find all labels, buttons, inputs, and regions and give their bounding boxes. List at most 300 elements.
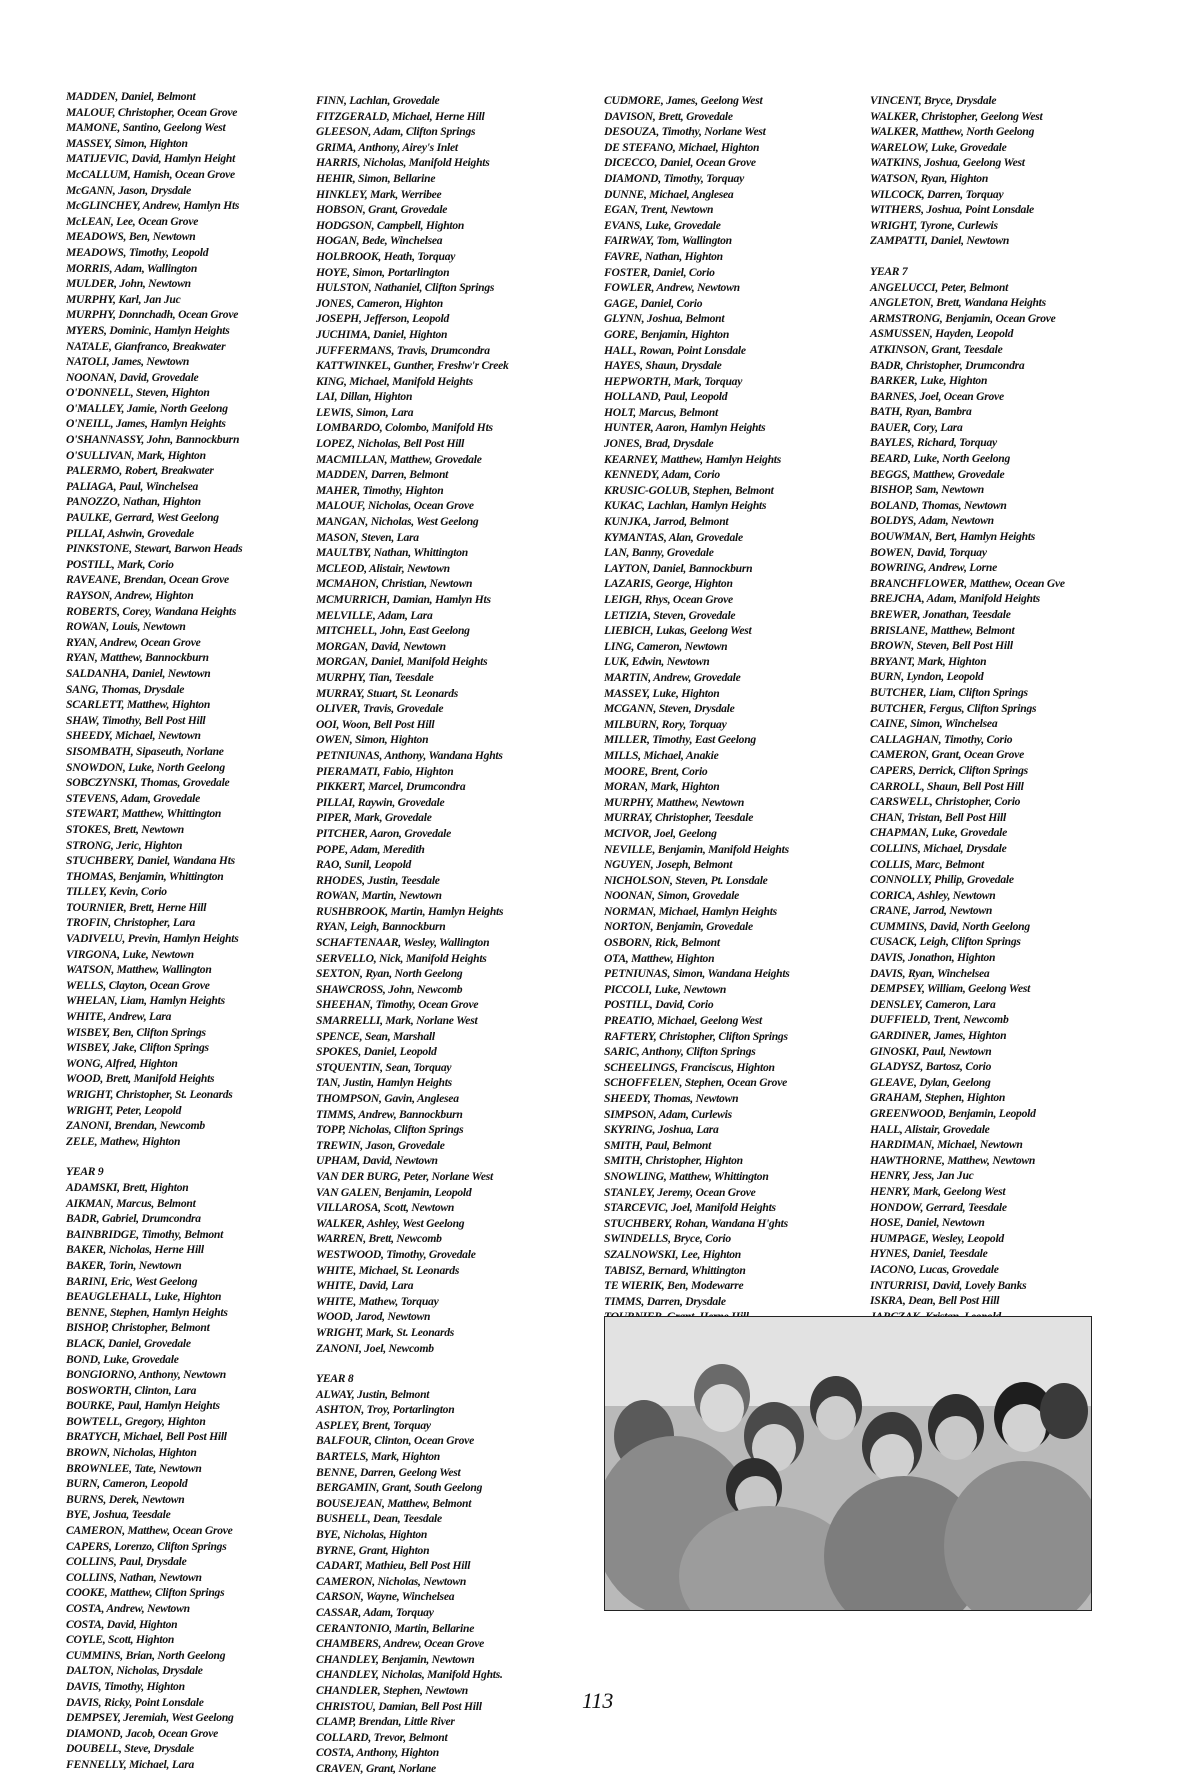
student-entry: MASSEY, Luke, Highton: [604, 686, 720, 700]
student-entry: ASMUSSEN, Hayden, Leopold: [870, 327, 1014, 341]
student-entry: GREENWOOD, Benjamin, Leopold: [870, 1107, 1036, 1120]
student-entry: SKYRING, Joshua, Lara: [604, 1123, 719, 1137]
student-entry: MURRAY, Stuart, St. Leonards: [316, 686, 459, 700]
student-entry: CARROLL, Shaun, Bell Post Hill: [870, 779, 1024, 793]
student-entry: CERANTONIO, Martin, Bellarine: [316, 1621, 475, 1635]
student-entry: CAMERON, Matthew, Ocean Grove: [66, 1524, 233, 1538]
student-entry: WISBEY, Jake, Clifton Springs: [66, 1041, 209, 1055]
student-entry: HENRY, Mark, Geelong West: [870, 1184, 1006, 1198]
student-entry: CORICA, Ashley, Newtown: [870, 888, 996, 902]
student-entry: GLYNN, Joshua, Belmont: [604, 312, 725, 326]
student-entry: RYAN, Andrew, Ocean Grove: [66, 635, 201, 649]
student-entry: CAMERON, Grant, Ocean Grove: [870, 748, 1024, 762]
student-entry: EVANS, Luke, Grovedale: [604, 218, 721, 232]
student-entry: FAIRWAY, Tom, Wallington: [604, 234, 732, 248]
student-entry: LOPEZ, Nicholas, Bell Post Hill: [316, 437, 465, 451]
student-entry: ANGLETON, Brett, Wandana Heights: [870, 296, 1046, 310]
student-entry: LETIZIA, Steven, Grovedale: [604, 608, 736, 622]
student-entry: RAO, Sunil, Leopold: [316, 858, 412, 872]
student-entry: SARIC, Anthony, Clifton Springs: [604, 1045, 756, 1059]
student-entry: CUDMORE, James, Geelong West: [604, 94, 763, 107]
student-entry: LEWIS, Simon, Lara: [316, 405, 414, 419]
student-entry: CAINE, Simon, Winchelsea: [870, 717, 998, 731]
group-photo-students: [604, 1316, 1092, 1611]
student-entry: IACONO, Lucas, Grovedale: [870, 1262, 999, 1276]
student-entry: WHELAN, Liam, Hamlyn Heights: [66, 994, 225, 1008]
student-entry: TOPP, Nicholas, Clifton Springs: [316, 1123, 464, 1137]
student-entry: RAFTERY, Christopher, Clifton Springs: [604, 1029, 788, 1043]
student-entry: DAVIS, Ryan, Winchelsea: [870, 966, 990, 980]
student-entry: BYE, Joshua, Teesdale: [66, 1508, 171, 1522]
student-entry: BURN, Lyndon, Leopold: [870, 670, 984, 684]
student-entry: TROFIN, Christopher, Lara: [66, 916, 196, 930]
student-entry: JUCHIMA, Daniel, Highton: [316, 327, 448, 341]
student-entry: BEGGS, Matthew, Grovedale: [870, 467, 1005, 481]
student-entry: DIAMOND, Jacob, Ocean Grove: [66, 1726, 219, 1740]
student-entry: SNOWDON, Luke, North Geelong: [66, 760, 225, 774]
student-entry: CADART, Mathieu, Bell Post Hill: [316, 1559, 471, 1573]
student-entry: BATH, Ryan, Bambra: [870, 405, 972, 419]
student-entry: BLACK, Daniel, Grovedale: [66, 1336, 191, 1350]
student-entry: ALWAY, Justin, Belmont: [316, 1387, 430, 1401]
student-entry: PANOZZO, Nathan, Highton: [66, 495, 201, 509]
student-entry: BUSHELL, Dean, Teesdale: [316, 1512, 442, 1526]
student-entry: MATIJEVIC, David, Hamlyn Height: [66, 152, 236, 166]
student-entry: VILLAROSA, Scott, Newtown: [316, 1201, 455, 1215]
student-entry: SZALNOWSKI, Lee, Highton: [604, 1247, 742, 1261]
student-entry: TILLEY, Kevin, Corio: [66, 885, 167, 899]
student-entry: DUFFIELD, Trent, Newcomb: [870, 1013, 1009, 1027]
student-entry: BOURKE, Paul, Hamlyn Heights: [66, 1399, 220, 1413]
student-entry: SEXTON, Ryan, North Geelong: [316, 967, 463, 981]
student-entry: SHEEDY, Michael, Newtown: [66, 729, 201, 743]
student-entry: CUSACK, Leigh, Clifton Springs: [870, 935, 1021, 949]
student-entry: CHANDLER, Stephen, Newtown: [316, 1683, 468, 1697]
student-entry: GORE, Benjamin, Highton: [604, 327, 730, 341]
student-entry: BOLDYS, Adam, Newtown: [870, 514, 994, 528]
student-list-column-3: [604, 93, 790, 1387]
student-entry: BARINI, Eric, West Geelong: [66, 1274, 198, 1288]
student-entry: BISHOP, Christopher, Belmont: [66, 1321, 210, 1335]
student-entry: MURPHY, Matthew, Newtown: [604, 795, 745, 809]
student-entry: POSTILL, Mark, Corio: [66, 557, 174, 571]
student-entry: STUCHBERY, Daniel, Wandana Hts: [66, 854, 235, 868]
student-entry: BADR, Christopher, Drumcondra: [870, 358, 1025, 372]
student-entry: MCIVOR, Joel, Geelong: [604, 826, 717, 840]
student-entry: CHANDLEY, Benjamin, Newtown: [316, 1652, 475, 1666]
student-entry: WATSON, Matthew, Wallington: [66, 963, 212, 977]
student-entry: WITHERS, Joshua, Point Lonsdale: [870, 203, 1034, 217]
student-entry: TIMMS, Andrew, Bannockburn: [316, 1107, 463, 1121]
student-entry: BROWN, Steven, Bell Post Hill: [870, 639, 1013, 653]
student-entry: O'MALLEY, Jamie, North Geelong: [66, 401, 228, 415]
student-entry: BOWEN, David, Torquay: [870, 545, 987, 559]
student-entry: MAMONE, Santino, Geelong West: [66, 121, 226, 135]
student-entry: NORMAN, Michael, Hamlyn Heights: [604, 904, 777, 918]
student-entry: SMITH, Paul, Belmont: [604, 1138, 712, 1152]
student-entry: BERGAMIN, Grant, South Geelong: [316, 1481, 483, 1495]
student-entry: ZELE, Mathew, Highton: [66, 1134, 181, 1148]
student-entry: BAKER, Torin, Newtown: [66, 1258, 182, 1272]
student-entry: SWINDELLS, Bryce, Corio: [604, 1232, 731, 1246]
student-entry: WHITE, Mathew, Torquay: [316, 1294, 439, 1308]
student-entry: KYMANTAS, Alan, Grovedale: [604, 530, 743, 544]
student-entry: BARKER, Luke, Highton: [870, 374, 988, 388]
student-entry: WATKINS, Joshua, Geelong West: [870, 156, 1025, 170]
student-entry: LAI, Dillan, Highton: [316, 390, 413, 404]
student-entry: CHAMBERS, Andrew, Ocean Grove: [316, 1637, 485, 1651]
student-entry: GAGE, Daniel, Corio: [604, 296, 703, 310]
student-entry: HOLT, Marcus, Belmont: [604, 405, 718, 419]
student-list-column-4: [870, 93, 1105, 1371]
student-entry: HOLLAND, Paul, Leopold: [604, 390, 728, 404]
student-entry: CAPERS, Derrick, Clifton Springs: [870, 763, 1028, 777]
student-entry: STEWART, Matthew, Whittington: [66, 807, 222, 821]
student-entry: RAYSON, Andrew, Highton: [66, 589, 194, 602]
student-entry: ATKINSON, Grant, Teesdale: [870, 342, 1003, 356]
student-entry: JONES, Brad, Drysdale: [604, 437, 714, 451]
student-entry: SHAW, Timothy, Bell Post Hill: [66, 713, 206, 727]
student-list-column-2: [316, 93, 509, 1777]
student-entry: HODGSON, Campbell, Highton: [316, 218, 465, 232]
student-entry: STQUENTIN, Sean, Torquay: [316, 1060, 452, 1074]
student-entry: CARSON, Wayne, Winchelsea: [316, 1590, 455, 1604]
student-entry: CHAN, Tristan, Bell Post Hill: [870, 810, 1006, 824]
student-list-column-1: [66, 89, 242, 1773]
student-entry: BOUSEJEAN, Matthew, Belmont: [316, 1496, 472, 1510]
student-entry: GINOSKI, Paul, Newtown: [870, 1044, 992, 1058]
student-entry: PILLAI, Ashwin, Grovedale: [66, 526, 194, 540]
student-entry: NOONAN, David, Grovedale: [66, 370, 199, 384]
student-entry: DE STEFANO, Michael, Highton: [604, 140, 760, 154]
student-entry: BARTELS, Mark, Highton: [316, 1450, 441, 1464]
student-entry: SANG, Thomas, Drysdale: [66, 682, 185, 696]
student-entry: MEADOWS, Ben, Newtown: [66, 230, 196, 244]
student-entry: RHODES, Justin, Teesdale: [316, 873, 440, 887]
student-entry: HARRIS, Nicholas, Manifold Heights: [316, 156, 490, 170]
student-entry: BYRNE, Grant, Highton: [316, 1543, 430, 1557]
student-entry: DEMPSEY, William, Geelong West: [870, 982, 1031, 996]
student-entry: BONGIORNO, Anthony, Newtown: [66, 1368, 226, 1382]
student-entry: WESTWOOD, Timothy, Grovedale: [316, 1247, 476, 1261]
student-entry: HUMPAGE, Wesley, Leopold: [870, 1231, 1004, 1245]
student-entry: CALLAGHAN, Timothy, Corio: [870, 732, 1013, 746]
student-entry: MASON, Steven, Lara: [316, 530, 419, 544]
student-entry: KING, Michael, Manifold Heights: [316, 374, 473, 388]
student-entry: TAN, Justin, Hamlyn Heights: [316, 1076, 452, 1090]
student-entry: SMITH, Christopher, Highton: [604, 1154, 743, 1168]
student-entry: WELLS, Clayton, Ocean Grove: [66, 978, 210, 992]
student-entry: KUKAC, Lachlan, Hamlyn Heights: [604, 499, 767, 513]
student-entry: BYE, Nicholas, Highton: [316, 1528, 428, 1542]
student-entry: NGUYEN, Joseph, Belmont: [604, 858, 733, 872]
student-entry: MAHER, Timothy, Highton: [316, 483, 444, 497]
student-entry: WHITE, Michael, St. Leonards: [316, 1263, 460, 1277]
student-entry: MITCHELL, John, East Geelong: [316, 624, 470, 638]
student-entry: STARCEVIC, Joel, Manifold Heights: [604, 1201, 776, 1215]
year-heading: YEAR 7: [870, 264, 908, 278]
student-entry: MORGAN, Daniel, Manifold Heights: [316, 655, 488, 669]
student-entry: STOKES, Brett, Newtown: [66, 822, 184, 836]
student-entry: BROWNLEE, Tate, Newtown: [66, 1461, 202, 1475]
student-entry: THOMPSON, Gavin, Anglesea: [316, 1092, 459, 1105]
student-entry: ZANONI, Joel, Newcomb: [316, 1341, 434, 1355]
student-entry: BENNE, Darren, Geelong West: [316, 1465, 461, 1479]
student-entry: MANGAN, Nicholas, West Geelong: [316, 515, 479, 529]
student-entry: BROWN, Nicholas, Highton: [66, 1446, 197, 1460]
student-entry: AIKMAN, Marcus, Belmont: [66, 1196, 196, 1210]
student-entry: KEARNEY, Matthew, Hamlyn Heights: [604, 452, 782, 466]
student-entry: CUMMINS, Brian, North Geelong: [66, 1648, 226, 1662]
student-entry: CARSWELL, Christopher, Corio: [870, 795, 1021, 809]
student-entry: SIMPSON, Adam, Curlewis: [604, 1107, 732, 1121]
student-entry: CAPERS, Lorenzo, Clifton Springs: [66, 1539, 227, 1553]
student-entry: CHRISTOU, Damian, Bell Post Hill: [316, 1699, 482, 1713]
student-entry: PINKSTONE, Stewart, Barwon Heads: [66, 542, 243, 556]
student-entry: DICECCO, Daniel, Ocean Grove: [604, 156, 756, 170]
student-entry: CASSAR, Adam, Torquay: [316, 1606, 434, 1619]
student-entry: CAMERON, Nicholas, Newtown: [316, 1574, 467, 1588]
student-entry: WARREN, Brett, Newcomb: [316, 1232, 442, 1246]
student-entry: BURN, Cameron, Leopold: [66, 1477, 188, 1491]
student-entry: MOORE, Brent, Corio: [604, 764, 708, 778]
student-entry: ZANONI, Brendan, Newcomb: [66, 1119, 205, 1133]
student-entry: FAVRE, Nathan, Highton: [604, 249, 723, 263]
student-entry: CUMMINS, David, North Geelong: [870, 919, 1030, 933]
student-entry: JUFFERMANS, Travis, Drumcondra: [316, 343, 490, 357]
student-entry: MARTIN, Andrew, Grovedale: [604, 670, 741, 684]
student-entry: SCHEELINGS, Franciscus, Highton: [604, 1060, 775, 1074]
student-entry: COOKE, Matthew, Clifton Springs: [66, 1586, 225, 1600]
student-entry: PALIAGA, Paul, Winchelsea: [66, 479, 199, 493]
student-entry: COLLINS, Michael, Drysdale: [870, 841, 1007, 855]
student-entry: KRUSIC-GOLUB, Stephen, Belmont: [604, 483, 774, 497]
student-entry: BOUWMAN, Bert, Hamlyn Heights: [870, 530, 1036, 544]
student-entry: BAYLES, Richard, Torquay: [870, 436, 997, 450]
student-entry: EGAN, Trent, Newtown: [604, 203, 714, 217]
student-entry: LING, Cameron, Newtown: [604, 639, 728, 653]
student-entry: BISHOP, Sam, Newtown: [870, 483, 984, 497]
student-entry: FOWLER, Andrew, Newtown: [604, 281, 740, 295]
student-entry: BOWRING, Andrew, Lorne: [870, 561, 997, 575]
student-entry: HARDIMAN, Michael, Newtown: [870, 1138, 1023, 1152]
student-entry: MACMILLAN, Matthew, Grovedale: [316, 452, 482, 466]
student-entry: SPENCE, Sean, Marshall: [316, 1029, 435, 1043]
student-entry: COLLINS, Paul, Drysdale: [66, 1555, 187, 1569]
student-entry: KENNEDY, Adam, Corio: [604, 468, 720, 482]
student-entry: FOSTER, Daniel, Corio: [604, 265, 715, 279]
student-entry: BRATYCH, Michael, Bell Post Hill: [66, 1430, 227, 1444]
student-entry: DIAMOND, Timothy, Torquay: [604, 171, 744, 185]
student-entry: TREWIN, Jason, Grovedale: [316, 1138, 445, 1152]
student-entry: ZAMPATTI, Daniel, Newtown: [870, 234, 1010, 248]
student-entry: DESOUZA, Timothy, Norlane West: [604, 125, 766, 139]
student-entry: SHEEDY, Thomas, Newtown: [604, 1092, 739, 1105]
student-entry: MADDEN, Daniel, Belmont: [66, 90, 196, 103]
student-entry: FITZGERALD, Michael, Herne Hill: [316, 109, 485, 123]
student-entry: DEMPSEY, Jeremiah, West Geelong: [66, 1711, 234, 1725]
student-entry: ISKRA, Dean, Bell Post Hill: [870, 1294, 1000, 1308]
student-entry: VAN DER BURG, Peter, Norlane West: [316, 1169, 493, 1183]
student-entry: MCMAHON, Christian, Newtown: [316, 577, 473, 591]
student-entry: VINCENT, Bryce, Drysdale: [870, 94, 997, 107]
student-entry: WOOD, Brett, Manifold Heights: [66, 1072, 215, 1086]
student-entry: WISBEY, Ben, Clifton Springs: [66, 1025, 206, 1039]
student-entry: ADAMSKI, Brett, Highton: [66, 1180, 189, 1194]
student-entry: DAVIS, Jonathon, Highton: [870, 951, 996, 965]
student-entry: PICCOLI, Luke, Newtown: [604, 982, 727, 996]
student-entry: DAVIS, Timothy, Highton: [66, 1679, 185, 1693]
student-entry: ANGELUCCI, Peter, Belmont: [870, 280, 1009, 294]
student-entry: DUNNE, Michael, Anglesea: [604, 187, 734, 201]
student-entry: BRANCHFLOWER, Matthew, Ocean Gve: [870, 576, 1065, 590]
student-entry: FENNELLY, Michael, Lara: [66, 1757, 195, 1771]
student-entry: PALERMO, Robert, Breakwater: [66, 464, 214, 478]
student-entry: HOSE, Daniel, Newtown: [870, 1216, 985, 1230]
student-entry: GRIMA, Anthony, Airey's Inlet: [316, 140, 458, 154]
student-entry: HENRY, Jess, Jan Juc: [870, 1169, 974, 1183]
student-entry: SHAWCROSS, John, Newcomb: [316, 982, 463, 996]
student-entry: O'SHANNASSY, John, Bannockburn: [66, 433, 240, 447]
student-entry: BRISLANE, Matthew, Belmont: [870, 623, 1015, 637]
student-entry: COLLIS, Marc, Belmont: [870, 857, 984, 871]
student-entry: O'NEILL, James, Hamlyn Heights: [66, 417, 226, 431]
student-entry: NEVILLE, Benjamin, Manifold Heights: [604, 842, 789, 856]
student-entry: CRAVEN, Grant, Norlane: [316, 1761, 436, 1775]
student-entry: MAULTBY, Nathan, Whittington: [316, 546, 468, 560]
student-entry: TABISZ, Bernard, Whittington: [604, 1263, 746, 1277]
student-entry: PIERAMATI, Fabio, Highton: [316, 764, 454, 778]
student-entry: HAWTHORNE, Matthew, Newtown: [870, 1153, 1036, 1167]
student-entry: CONNOLLY, Philip, Grovedale: [870, 873, 1014, 887]
student-entry: WRIGHT, Christopher, St. Leonards: [66, 1088, 233, 1101]
student-entry: MURPHY, Karl, Jan Juc: [66, 292, 181, 306]
student-entry: CHAPMAN, Luke, Grovedale: [870, 826, 1007, 840]
student-entry: WALKER, Matthew, North Geelong: [870, 125, 1035, 139]
student-entry: BREWER, Jonathan, Teesdale: [870, 608, 1011, 621]
student-entry: POSTILL, David, Corio: [604, 998, 714, 1012]
student-entry: McGANN, Jason, Drysdale: [66, 183, 192, 197]
student-entry: WHITE, Andrew, Lara: [66, 1010, 172, 1024]
student-entry: KUNJKA, Jarrod, Belmont: [604, 515, 729, 529]
student-entry: BOLAND, Thomas, Newtown: [870, 498, 1007, 512]
student-entry: JOSEPH, Jefferson, Leopold: [316, 312, 450, 326]
student-entry: MALOUF, Christopher, Ocean Grove: [66, 105, 238, 119]
student-entry: COSTA, David, Highton: [66, 1617, 178, 1631]
student-entry: COLLINS, Nathan, Newtown: [66, 1570, 202, 1584]
student-entry: HAYES, Shaun, Drysdale: [604, 359, 722, 373]
page-number: 113: [582, 1688, 614, 1713]
student-entry: ROWAN, Martin, Newtown: [316, 889, 442, 903]
student-entry: BUTCHER, Fergus, Clifton Springs: [870, 701, 1037, 715]
student-entry: MORGAN, David, Newtown: [316, 639, 446, 653]
student-entry: MURRAY, Christopher, Teesdale: [604, 811, 754, 825]
student-entry: MORRIS, Adam, Wallington: [66, 261, 198, 275]
student-entry: HYNES, Daniel, Teesdale: [870, 1247, 988, 1261]
student-entry: THOMAS, Benjamin, Whittington: [66, 869, 224, 883]
student-entry: WILCOCK, Darren, Torquay: [870, 187, 1004, 201]
student-entry: HEPWORTH, Mark, Torquay: [604, 374, 743, 388]
student-entry: SPOKES, Daniel, Leopold: [316, 1045, 437, 1059]
student-entry: OTA, Matthew, Highton: [604, 951, 715, 965]
student-entry: HOBSON, Grant, Grovedale: [316, 203, 448, 217]
student-entry: DALTON, Nicholas, Drysdale: [66, 1664, 203, 1678]
student-entry: BOWTELL, Gregory, Highton: [66, 1414, 206, 1428]
student-entry: MURPHY, Tian, Teesdale: [316, 670, 434, 684]
student-entry: BREJCHA, Adam, Manifold Heights: [870, 592, 1040, 606]
student-entry: WALKER, Ashley, West Geelong: [316, 1216, 465, 1230]
student-entry: HOGAN, Bede, Winchelsea: [316, 234, 443, 248]
student-entry: HOYE, Simon, Portarlington: [316, 265, 450, 279]
student-entry: PILLAI, Raywin, Grovedale: [316, 795, 445, 809]
student-entry: STRONG, Jeric, Highton: [66, 838, 183, 852]
student-entry: STANLEY, Jeremy, Ocean Grove: [604, 1185, 756, 1199]
student-entry: NOONAN, Simon, Grovedale: [604, 889, 740, 903]
student-entry: PAULKE, Gerrard, West Geelong: [66, 511, 219, 525]
student-entry: JONES, Cameron, Highton: [316, 296, 443, 310]
student-entry: BURNS, Derek, Newtown: [66, 1492, 185, 1506]
student-entry: GRAHAM, Stephen, Highton: [870, 1091, 1006, 1105]
student-entry: STUCHBERY, Rohan, Wandana H'ghts: [604, 1216, 788, 1230]
student-entry: BEARD, Luke, North Geelong: [870, 452, 1011, 466]
student-entry: BAUER, Cory, Lara: [870, 420, 963, 434]
student-entry: WRIGHT, Peter, Leopold: [66, 1103, 182, 1117]
student-entry: HALL, Alistair, Grovedale: [870, 1122, 990, 1136]
student-entry: WRIGHT, Tyrone, Curlewis: [870, 218, 998, 232]
student-entry: MILLS, Michael, Anakie: [604, 748, 719, 762]
student-entry: DAVIS, Ricky, Point Lonsdale: [66, 1695, 204, 1709]
student-entry: PITCHER, Aaron, Grovedale: [316, 826, 452, 840]
student-entry: LAYTON, Daniel, Bannockburn: [604, 561, 753, 575]
student-entry: COYLE, Scott, Highton: [66, 1633, 175, 1647]
student-entry: SCHAFTENAAR, Wesley, Wallington: [316, 936, 490, 950]
student-entry: BEAUGLEHALL, Luke, Highton: [66, 1290, 222, 1304]
student-entry: TE WIERIK, Ben, Modewarre: [604, 1279, 744, 1293]
student-entry: BOSWORTH, Clinton, Lara: [66, 1383, 197, 1397]
student-entry: SHEEHAN, Timothy, Ocean Grove: [316, 998, 479, 1012]
student-entry: SMARRELLI, Mark, Norlane West: [316, 1014, 478, 1028]
student-entry: MCGANN, Steven, Drysdale: [604, 702, 735, 716]
student-entry: BRYANT, Mark, Highton: [870, 654, 987, 668]
student-entry: ARMSTRONG, Benjamin, Ocean Grove: [870, 311, 1056, 325]
student-entry: BADR, Gabriel, Drumcondra: [66, 1212, 201, 1226]
student-entry: MILBURN, Rory, Torquay: [604, 717, 727, 731]
student-entry: SOBCZYNSKI, Thomas, Grovedale: [66, 776, 230, 790]
student-entry: CHANDLEY, Nicholas, Manifold Hghts.: [316, 1668, 503, 1682]
student-entry: LAN, Banny, Grovedale: [604, 546, 714, 560]
student-entry: RUSHBROOK, Martin, Hamlyn Heights: [316, 904, 504, 918]
student-entry: OWEN, Simon, Highton: [316, 733, 429, 747]
year-heading: YEAR 9: [66, 1165, 104, 1179]
student-entry: NATOLI, James, Newtown: [66, 355, 190, 369]
student-entry: HONDOW, Gerrard, Teesdale: [870, 1200, 1007, 1214]
student-entry: DOUBELL, Steve, Drysdale: [66, 1742, 194, 1756]
student-entry: BOND, Luke, Grovedale: [66, 1352, 179, 1366]
student-entry: BENNE, Stephen, Hamlyn Heights: [66, 1305, 228, 1319]
student-entry: NATALE, Gianfranco, Breakwater: [66, 339, 226, 353]
student-entry: VAN GALEN, Benjamin, Leopold: [316, 1185, 472, 1199]
student-entry: SCHOFFELEN, Stephen, Ocean Grove: [604, 1076, 787, 1090]
student-entry: POPE, Adam, Meredith: [316, 842, 425, 856]
student-entry: MULDER, John, Newtown: [66, 277, 191, 291]
student-entry: UPHAM, David, Newtown: [316, 1154, 438, 1168]
student-entry: TIMMS, Darren, Drysdale: [604, 1294, 726, 1308]
student-entry: FINN, Lachlan, Grovedale: [316, 94, 440, 107]
student-entry: RYAN, Leigh, Bannockburn: [316, 920, 446, 934]
student-entry: HEHIR, Simon, Bellarine: [316, 171, 436, 185]
student-entry: ASHTON, Troy, Portarlington: [316, 1403, 455, 1417]
student-entry: HULSTON, Nathaniel, Clifton Springs: [316, 281, 495, 295]
